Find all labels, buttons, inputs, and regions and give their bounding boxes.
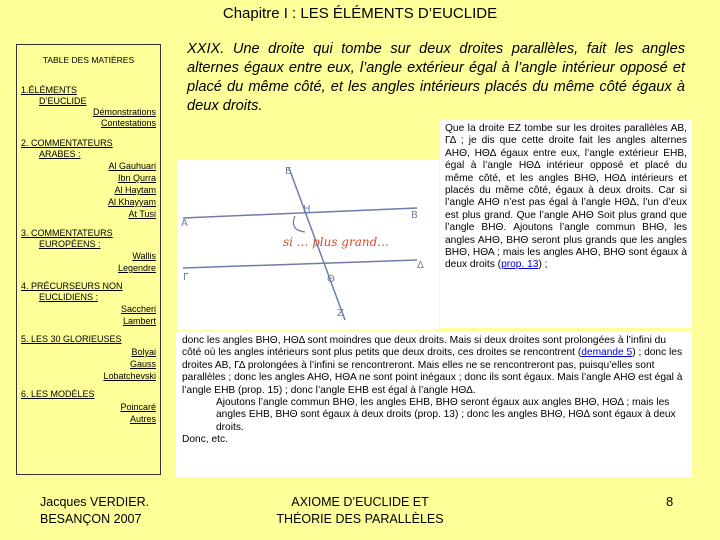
- toc-section-4[interactable]: [21, 281, 123, 303]
- proof-paragraph-1-end: ) ; donc les droites AB, ΓΔ prolongées à l’infini se rencontreront. Mais elles ne se rencontreront pas, puisqu’elles sont parallèles ; donc les angles AHΘ, HΘΑ ne sont point inégaux ; donc ils sont égaux. Mais l’angle AHΘ est égal à l’angle EHB (prop. 15) ; donc l’angle EHB est égal à l’angle HΘΔ.: [182, 347, 683, 396]
- toc-section-1[interactable]: [21, 85, 87, 107]
- toc-section-3-line-2[interactable]: EUROPÉENS :: [39, 239, 101, 249]
- label-a: A: [181, 218, 188, 229]
- toc-section-6-line-1[interactable]: 6. LES MODÈLES: [21, 389, 95, 399]
- geometry-diagram: [177, 160, 439, 330]
- toc-link-ibn-qurra[interactable]: Ibn Qurra: [117, 173, 156, 183]
- proposition-heading: XXIX. Une droite qui tombe sur deux droites parallèles, fait les angles alternes égaux entre eux, l’angle extérieur égal à l’angle intérieur opposé et placé du même côté, et les angles intérieurs placés du même côté égaux à deux droits.: [187, 41, 685, 114]
- page-number: 8: [666, 494, 674, 509]
- page-title: Chapitre I : LES ÉLÉMENTS D’EUCLIDE: [222, 5, 498, 22]
- toc-link-at-tusi[interactable]: At Tusi: [128, 209, 156, 219]
- toc-link-al-khayyam[interactable]: Al Khayyam: [107, 197, 156, 207]
- link-demande-5[interactable]: demande 5: [581, 347, 633, 359]
- toc-section-6[interactable]: [21, 389, 95, 400]
- geometry-figure: [177, 160, 439, 330]
- footer-title-line-2: THÉORIE DES PARALLÈLES: [276, 512, 444, 526]
- toc-link-legendre[interactable]: Legendre: [117, 263, 156, 273]
- proof-continuation-box: [176, 331, 692, 477]
- proof-paragraph-1: [182, 335, 686, 397]
- toc-link-poincare[interactable]: Poincaré: [120, 402, 156, 412]
- toc-section-2[interactable]: [21, 138, 113, 160]
- figure-note: si ... plus grand...: [283, 235, 389, 249]
- toc-link-autres[interactable]: Autres: [129, 414, 156, 424]
- toc-heading: TABLE DES MATIÈRES: [42, 55, 135, 65]
- label-gamma: Γ: [183, 272, 189, 283]
- footer-author-place: BESANÇON 2007: [40, 512, 142, 526]
- footer-author-name: Jacques VERDIER.: [40, 495, 150, 509]
- toc-link-bolyai[interactable]: Bolyai: [131, 347, 156, 357]
- label-z: Z: [337, 308, 344, 319]
- proof-paragraph-2: Ajoutons l’angle commun BHΘ, les angles EHB, BHΘ seront égaux aux angles BHΘ, HΘΔ ; mais les angles EHB, BHΘ sont égaux à deux droits (prop. 13) ; donc les angles BHΘ, HΘΔ sont égaux à deux droits.: [216, 397, 676, 433]
- link-prop-13[interactable]: prop. 13: [501, 259, 539, 271]
- label-theta: Θ: [327, 274, 335, 285]
- toc-section-2-line-2[interactable]: ARABES :: [39, 149, 81, 159]
- proof-text-end: ) ;: [538, 259, 548, 271]
- toc-section-4-line-1[interactable]: 4. PRÉCURSEURS NON: [21, 281, 123, 291]
- toc-section-3-line-1[interactable]: 3. COMMENTATEURS: [21, 228, 113, 238]
- toc-link-saccheri[interactable]: Saccheri: [120, 304, 156, 314]
- toc-section-4-line-2[interactable]: EUCLIDIENS :: [39, 292, 99, 302]
- footer-title-line-1: AXIOME D’EUCLIDE ET: [291, 495, 429, 509]
- toc-link-demonstrations[interactable]: Démonstrations: [92, 107, 156, 117]
- angle-arc: [293, 216, 305, 232]
- label-h: H: [303, 204, 311, 215]
- toc-link-contestations[interactable]: Contestations: [100, 118, 156, 128]
- footer-author: [40, 494, 170, 528]
- toc-link-wallis[interactable]: Wallis: [132, 251, 156, 261]
- toc-link-al-haytam[interactable]: Al Haytam: [114, 185, 156, 195]
- footer-title: [230, 494, 490, 528]
- proof-text-box: [440, 120, 692, 328]
- toc-link-al-gauhuari[interactable]: Al Gauhuari: [108, 161, 156, 171]
- toc-section-1-line-1[interactable]: 1.ÉLÉMENTS: [21, 85, 78, 95]
- line-ab: [183, 208, 417, 218]
- proof-text: Que la droite EZ tombe sur les droites parallèles AB, ΓΔ ; je dis que cette droite fait les angles alternes AHΘ, HΘΔ égaux entre eux, l’angle extérieur EHB, égal à l’angle HΘΔ intérieur opposé et placé du même côté, et les angles BHΘ, HΘΔ intérieurs et placés du même côté, égaux à deux droits. Car si l’angle AHΘ n’est pas égal à l’angle HΘΔ, l’un d’eux est plus grand. Que l’angle AHΘ Soit plus grand que l’angle BHΘ. Ajoutons l’angle commun BHΘ, les angles AHΘ, BHΘ seront plus grands que les angles BHΘ, HΘΑ ; mais les angles AHΘ, BHΘ sont égaux à deux droits (: [445, 123, 687, 271]
- toc-section-5[interactable]: [21, 334, 122, 345]
- toc-section-1-line-2[interactable]: D’EUCLIDE: [39, 96, 87, 106]
- label-delta: Δ: [417, 260, 424, 271]
- toc-link-gauss[interactable]: Gauss: [129, 359, 156, 369]
- table-of-contents: [16, 44, 161, 475]
- toc-link-lambert[interactable]: Lambert: [122, 316, 156, 326]
- label-e: E: [285, 166, 292, 177]
- proof-paragraph-1-start: donc les angles BHΘ, HΘΔ sont moindres que deux droits. Mais si deux droites sont prolongées à l’infini du côté où les angles intérieurs sont plus petits que deux droits, ces droites se rencontrent (: [182, 335, 666, 359]
- toc-link-lobatchevski[interactable]: Lobatchevski: [103, 371, 156, 381]
- label-b: B: [411, 210, 418, 221]
- line-gd: [183, 260, 417, 268]
- toc-section-2-line-1[interactable]: 2. COMMENTATEURS: [21, 138, 113, 148]
- toc-section-5-line-1[interactable]: 5. LES 30 GLORIEUSES: [21, 334, 122, 344]
- toc-section-3[interactable]: [21, 228, 113, 250]
- proof-conclusion: Donc, etc.: [182, 434, 228, 446]
